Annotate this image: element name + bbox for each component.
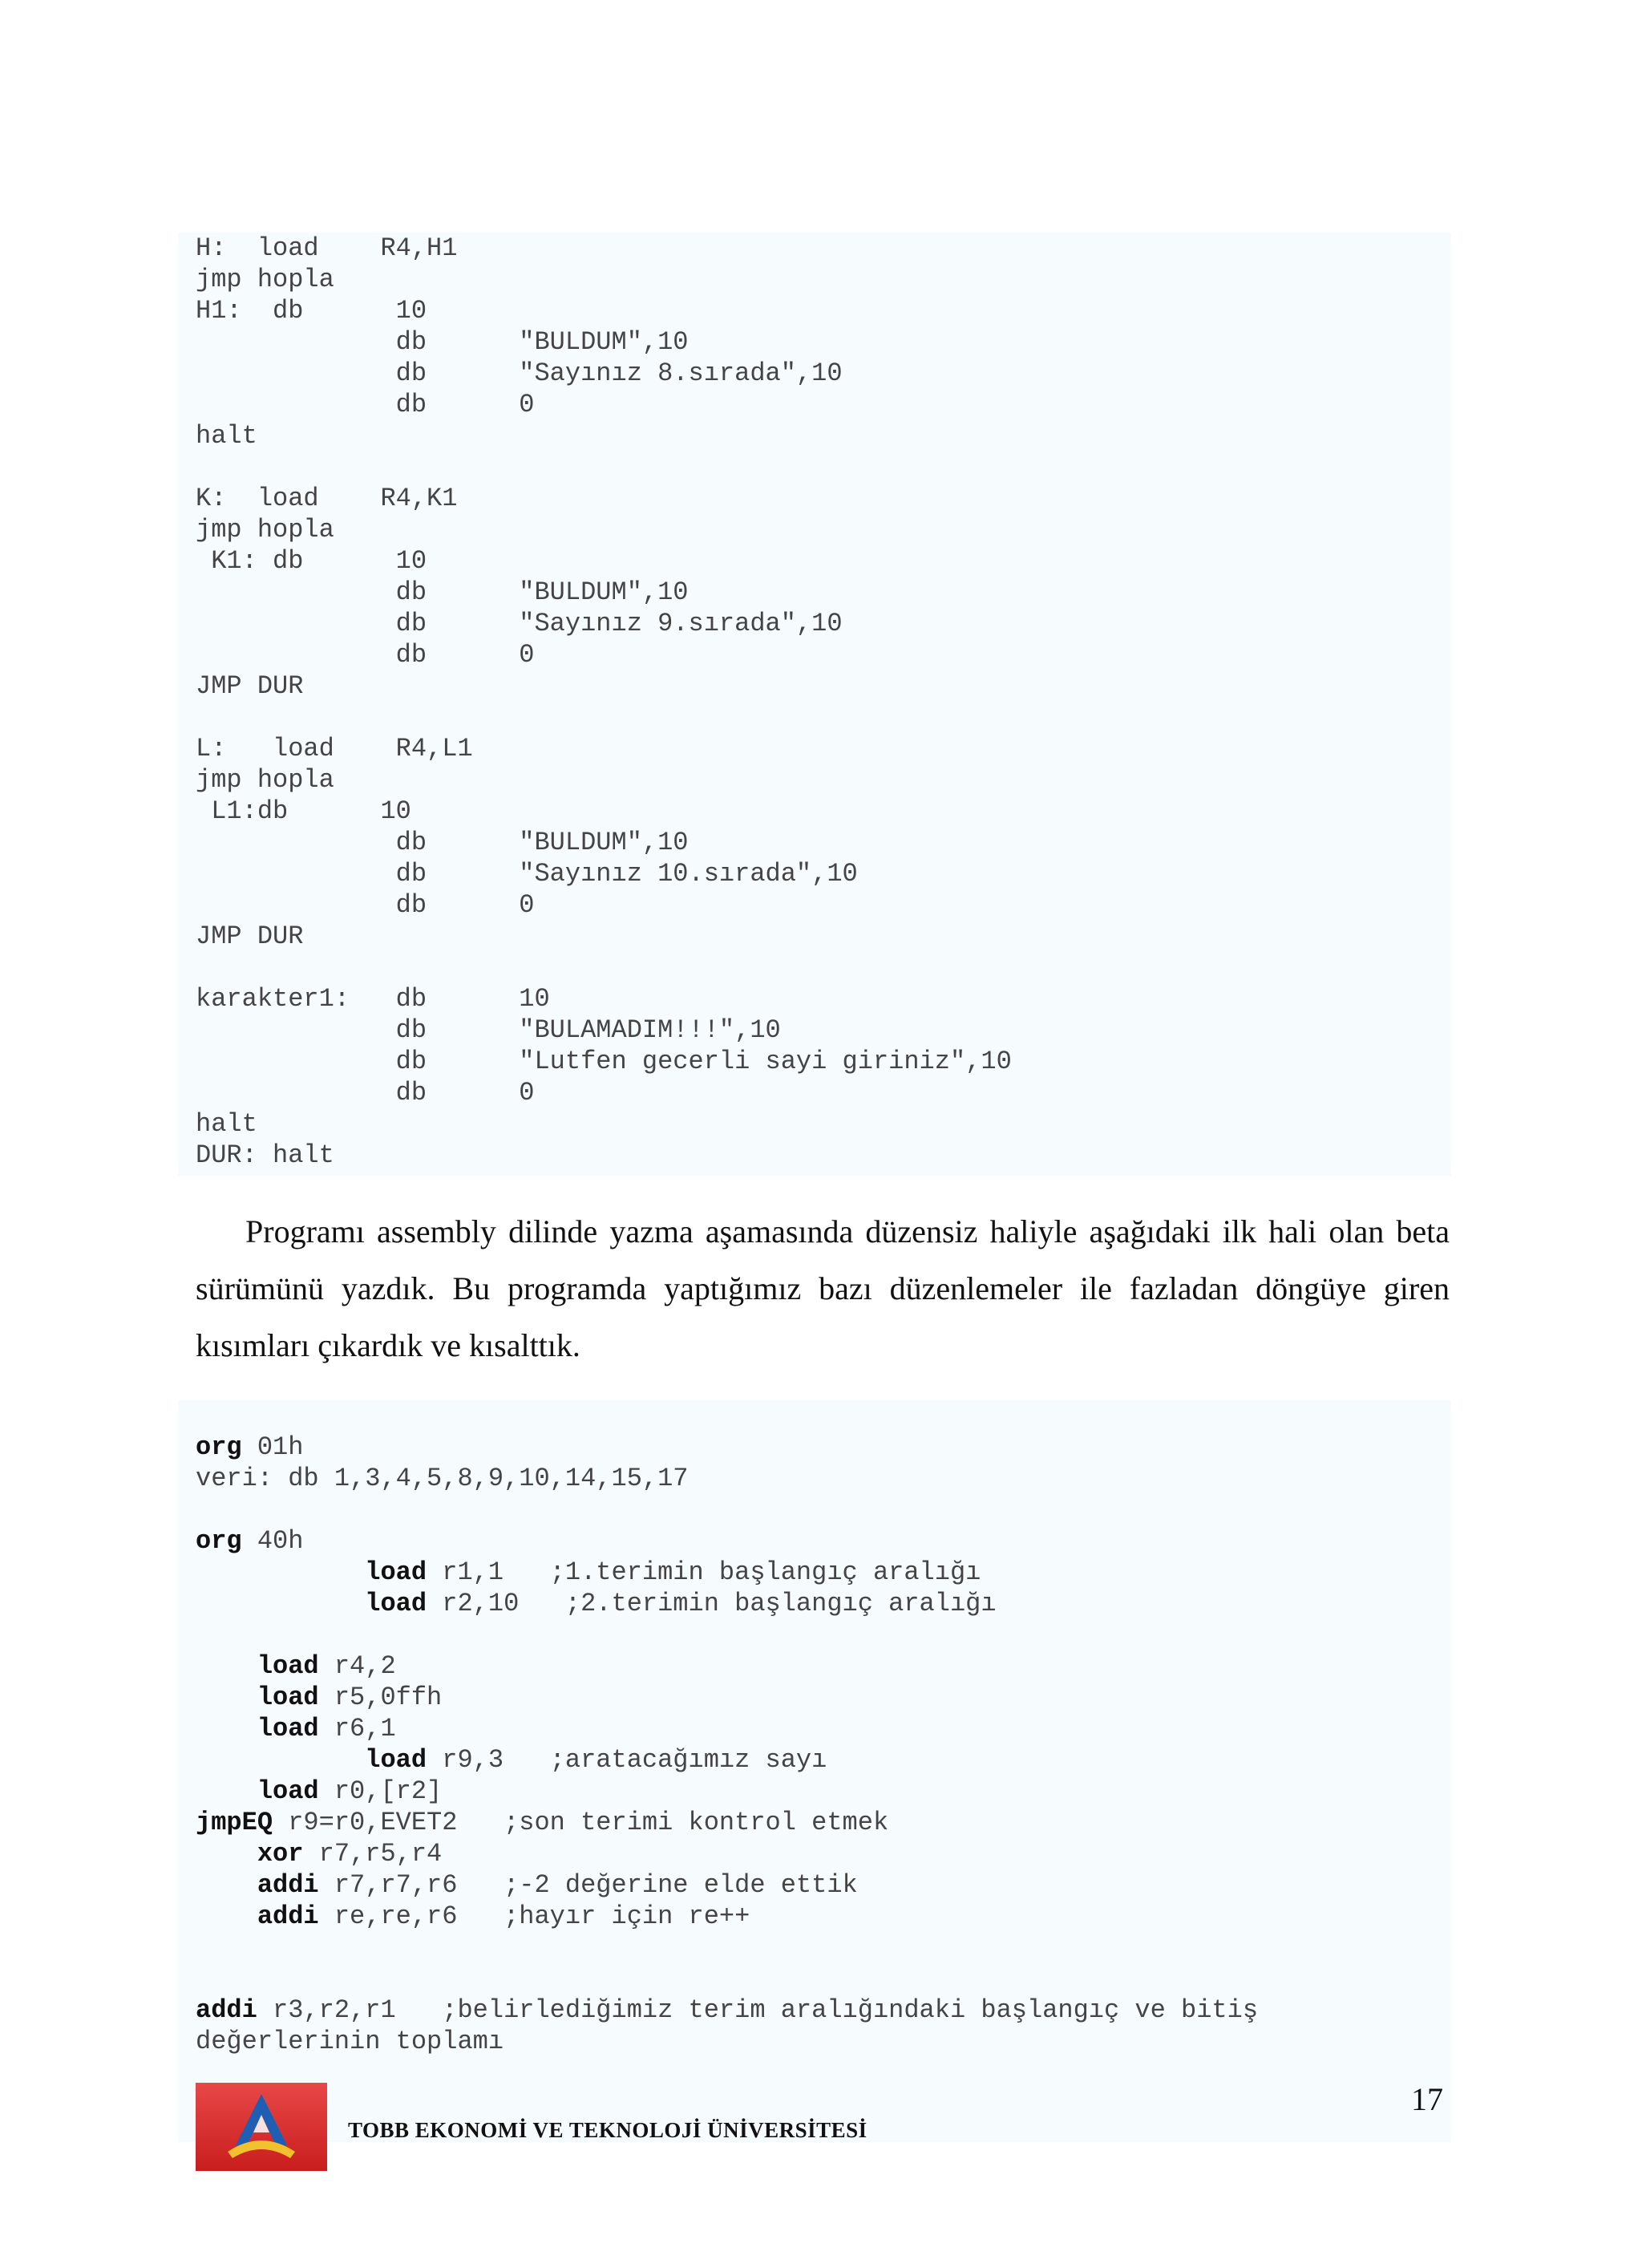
code-line bbox=[196, 1963, 1258, 1995]
code-operands: veri: db 1,3,4,5,8,9,10,14,15,17 bbox=[196, 1464, 689, 1493]
code-line: halt bbox=[196, 421, 257, 451]
code-block-1 bbox=[178, 233, 1451, 1176]
code-line bbox=[196, 1463, 1258, 1494]
code-line bbox=[196, 1776, 1258, 1807]
code-line bbox=[196, 1400, 1258, 1432]
code-line: db "BULDUM",10 bbox=[196, 577, 689, 607]
code-line: karakter1: db 10 bbox=[196, 984, 550, 1014]
code-line bbox=[196, 452, 1012, 483]
code-line bbox=[196, 1682, 1258, 1713]
code-line bbox=[196, 1525, 1258, 1557]
code-line: db "Lutfen gecerli sayi giriniz",10 bbox=[196, 1047, 1012, 1076]
tobb-etu-logo-icon bbox=[196, 2083, 327, 2171]
code-operands: r7,r7,r6 ;-2 değerine elde ettik bbox=[318, 1870, 858, 1900]
code-line: db "BULAMADIM!!!",10 bbox=[196, 1015, 781, 1045]
code-line: db "Sayınız 8.sırada",10 bbox=[196, 358, 843, 388]
code-line bbox=[196, 1557, 1258, 1588]
code-line bbox=[196, 1932, 1258, 1963]
code-line: L: load R4,L1 bbox=[196, 734, 473, 763]
code-line: jmp hopla bbox=[196, 515, 334, 545]
code-line: JMP DUR bbox=[196, 921, 304, 951]
code-line: L1:db 10 bbox=[196, 796, 411, 826]
code-keyword: addi bbox=[257, 1870, 319, 1900]
code-line bbox=[196, 1869, 1258, 1901]
code-line bbox=[196, 1995, 1258, 2026]
code-operands: r3,r2,r1 ;belirlediğimiz terim aralığındaki başlangıç ve bitiş bbox=[257, 1995, 1259, 2025]
code-operands: re,re,r6 ;hayır için re++ bbox=[318, 1901, 750, 1931]
code-line bbox=[196, 1744, 1258, 1776]
code-line bbox=[196, 1588, 1258, 1619]
code-operands: r6,1 bbox=[318, 1714, 396, 1744]
code-operands: r1,1 ;1.terimin başlangıç aralığı bbox=[427, 1557, 981, 1587]
code-operands: r2,10 ;2.terimin başlangıç aralığı bbox=[427, 1589, 997, 1618]
code-operands: 40h bbox=[241, 1526, 304, 1556]
code-keyword: org bbox=[196, 1526, 242, 1556]
code-keyword: load bbox=[257, 1776, 319, 1806]
code-keyword: load bbox=[365, 1557, 427, 1587]
code-listing-1 bbox=[196, 233, 1012, 1171]
code-keyword: xor bbox=[257, 1839, 304, 1869]
code-line bbox=[196, 1650, 1258, 1682]
code-keyword: jmpEQ bbox=[196, 1808, 273, 1837]
code-operands: r0,[r2] bbox=[318, 1776, 443, 1806]
code-line bbox=[196, 1838, 1258, 1869]
code-line bbox=[196, 1901, 1258, 1932]
code-line: jmp hopla bbox=[196, 265, 334, 294]
university-name: TOBB EKONOMİ VE TEKNOLOJİ ÜNİVERSİTESİ bbox=[348, 2118, 868, 2142]
code-keyword: addi bbox=[257, 1901, 319, 1931]
code-line: db "Sayınız 9.sırada",10 bbox=[196, 609, 843, 638]
code-line: db 0 bbox=[196, 1078, 535, 1108]
code-operands: r9=r0,EVET2 ;son terimi kontrol etmek bbox=[273, 1808, 889, 1837]
code-keyword: org bbox=[196, 1432, 242, 1462]
code-line: db "BULDUM",10 bbox=[196, 327, 689, 357]
body-paragraph-text: Programı assembly dilinde yazma aşamasında düzensiz haliyle aşağıdaki ilk hali olan beta sürümünü yazdık. Bu programda yaptığımız bazı düzenlemeler ile fazladan döngüye giren kısımları çıkardık ve kısalttık. bbox=[196, 1213, 1450, 1363]
code-line: K1: db 10 bbox=[196, 546, 427, 576]
code-line: H: load R4,H1 bbox=[196, 233, 458, 263]
code-line bbox=[196, 1713, 1258, 1744]
code-operands: r7,r5,r4 bbox=[303, 1839, 443, 1869]
code-operands: r9,3 ;aratacağımız sayı bbox=[427, 1745, 827, 1775]
code-line: db 0 bbox=[196, 640, 535, 670]
code-line bbox=[196, 702, 1012, 733]
code-keyword: load bbox=[365, 1745, 427, 1775]
code-operands: r5,0ffh bbox=[318, 1683, 443, 1712]
code-keyword: load bbox=[257, 1714, 319, 1744]
university-logo bbox=[196, 2083, 327, 2171]
code-line: jmp hopla bbox=[196, 765, 334, 795]
code-line: K: load R4,K1 bbox=[196, 484, 458, 513]
code-line bbox=[196, 1432, 1258, 1463]
code-line: db "BULDUM",10 bbox=[196, 828, 689, 857]
code-line: db 0 bbox=[196, 890, 535, 920]
code-line: H1: db 10 bbox=[196, 296, 427, 326]
code-block-2 bbox=[178, 1400, 1451, 2142]
code-line: db "Sayınız 10.sırada",10 bbox=[196, 859, 858, 889]
code-keyword: load bbox=[365, 1589, 427, 1618]
code-listing-2 bbox=[196, 1400, 1258, 2057]
code-line bbox=[196, 1619, 1258, 1650]
code-line: db 0 bbox=[196, 390, 535, 419]
page-number: 17 bbox=[1411, 2081, 1443, 2117]
code-line bbox=[196, 1807, 1258, 1838]
code-line bbox=[196, 952, 1012, 983]
code-line: halt bbox=[196, 1109, 257, 1139]
code-keyword: load bbox=[257, 1683, 319, 1712]
code-operands: r4,2 bbox=[318, 1651, 396, 1681]
code-operands: değerlerinin toplamı bbox=[196, 2027, 504, 2056]
code-operands: 01h bbox=[241, 1432, 304, 1462]
code-line bbox=[196, 2026, 1258, 2057]
code-keyword: load bbox=[257, 1651, 319, 1681]
code-line: JMP DUR bbox=[196, 671, 304, 701]
code-keyword: addi bbox=[196, 1995, 257, 2025]
body-paragraph bbox=[196, 1203, 1450, 1374]
code-line: DUR: halt bbox=[196, 1140, 334, 1170]
code-line bbox=[196, 1494, 1258, 1525]
